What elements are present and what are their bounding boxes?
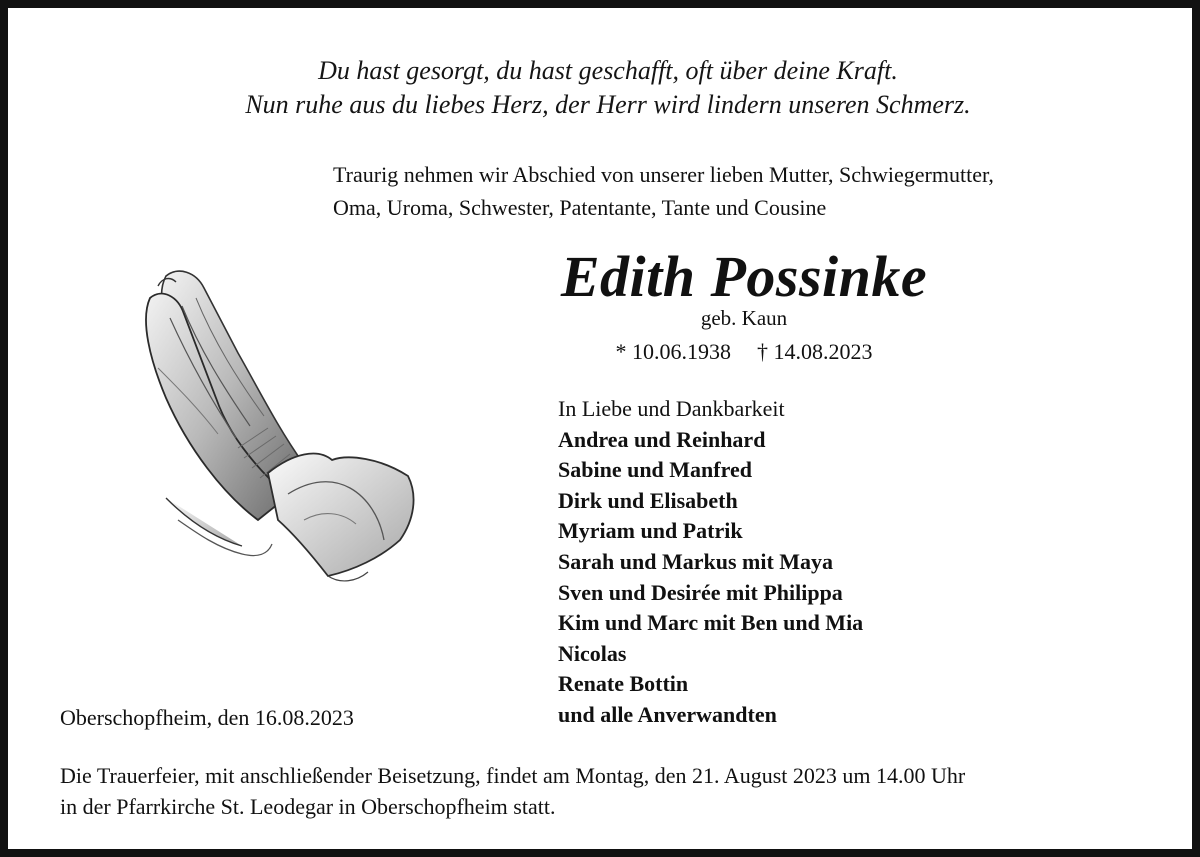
farewell-intro [333, 158, 1153, 224]
mourner-name: Nicolas [558, 640, 627, 666]
mourners-lead: In Liebe und Dankbarkeit [558, 396, 785, 421]
service-line-2: in der Pfarrkirche St. Leodegar in Oberschopfheim statt. [60, 794, 556, 819]
verse-line-2: Nun ruhe aus du liebes Herz, der Herr wird lindern unseren Schmerz. [245, 90, 971, 119]
mourner-name: Sabine und Manfred [558, 457, 752, 483]
mourner-name: Andrea und Reinhard [558, 426, 766, 452]
life-dates [554, 337, 934, 367]
intro-line-2: Oma, Uroma, Schwester, Patentante, Tante und Cousine [333, 195, 827, 220]
funeral-service-notice [60, 760, 1160, 822]
mourner-name: Myriam und Patrik [558, 518, 743, 544]
mourner-name: Dirk und Elisabeth [558, 487, 738, 513]
death-date: † 14.08.2023 [757, 339, 873, 364]
memorial-verse [8, 54, 1200, 122]
mourner-name: Sven und Desirée mit Philippa [558, 579, 843, 605]
mourner-name: Kim und Marc mit Ben und Mia [558, 610, 864, 636]
mourner-name: und alle Anverwandten [558, 701, 777, 727]
verse-line-1: Du hast gesorgt, du hast geschafft, oft über deine Kraft. [318, 56, 898, 85]
deceased-name: Edith Possinke [560, 244, 928, 309]
place-and-date: Oberschopfheim, den 16.08.2023 [60, 705, 354, 730]
birth-name: geb. Kaun [700, 306, 788, 330]
intro-line-1: Traurig nehmen wir Abschied von unserer lieben Mutter, Schwiegermutter, [333, 162, 994, 187]
mourner-name: Sarah und Markus mit Maya [558, 548, 834, 574]
praying-hands-icon [118, 258, 428, 598]
mourner-name: Renate Bottin [558, 671, 689, 697]
birth-date: * 10.06.1938 [615, 339, 731, 364]
mourners-list [558, 394, 1058, 731]
service-line-1: Die Trauerfeier, mit anschließender Beisetzung, findet am Montag, den 21. August 2023 um 14.00 Uhr [60, 763, 966, 788]
